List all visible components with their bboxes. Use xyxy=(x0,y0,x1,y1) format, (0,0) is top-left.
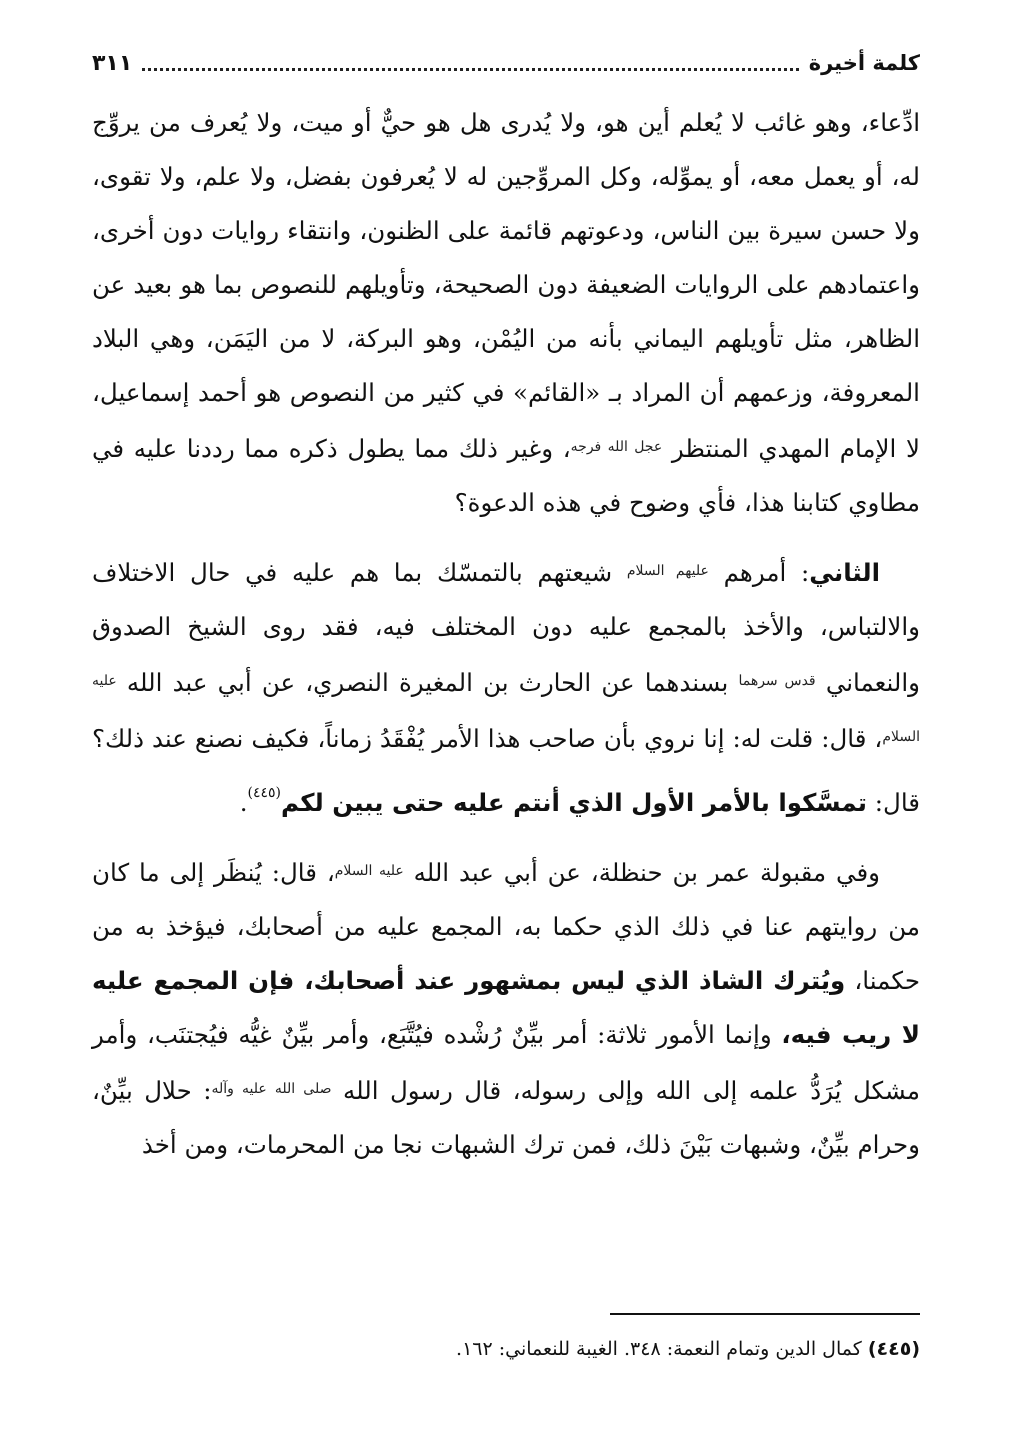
text-line: كثير من النصوص هو أحمد إسماعيل، لا الإمام المهدي المنتظر xyxy=(92,378,920,463)
footnote-number: (٤٤٥) xyxy=(867,1338,920,1360)
chapter-title: كلمة أخيرة xyxy=(808,51,920,75)
paragraph-2 xyxy=(92,544,920,830)
text-run: ، قال: قلت له: إنا نروي بأن صاحب هذا الأمر يُفْقَدُ زماناً، فكيف نصنع عند ذلك؟ قال: xyxy=(92,724,920,817)
page-body xyxy=(92,96,920,1172)
text-line: ادِّعاء، وهو غائب لا يُعلم أين هو، ولا يُدرى هل هو حيٌّ أو ميت، ولا يُعرف xyxy=(189,108,921,137)
text-run: : حلال بيِّنٌ، وحرام بيِّنٌ، وشبهات بَيْنَ ذلك، فمن ترك الشبهات نجا من المحرمات، ومن أخذ xyxy=(92,1076,920,1159)
honorific-mark: صلى الله عليه وآله xyxy=(211,1081,332,1097)
footnote-divider xyxy=(610,1313,920,1315)
running-header xyxy=(92,40,920,86)
footnote xyxy=(92,1334,920,1364)
text-run: وإنما الأمور ثلاثة: أمر بيِّنٌ رُشْده فيُتَّبَع، وأمر بيِّنٌ غيُّه فيُجتنَب، وأمر مشكل يُرَدُّ علمه إلى الله وإلى رسوله، قال رسول الله xyxy=(92,1020,921,1105)
text-run: : أمرهم xyxy=(723,558,810,587)
text-line: وتأويلهم للنصوص بما هو بعيد عن الظاهر، مثل تأويلهم اليماني بأنه من اليُمْن، xyxy=(92,270,920,353)
text-line: ، وغير ذلك xyxy=(458,434,571,463)
lead-word: الثاني xyxy=(809,558,881,587)
honorific-mark: عجل الله فرجه xyxy=(570,439,663,455)
quoted-saying: تمسَّكوا بالأمر الأول الذي أنتم عليه حتى يبين لكم xyxy=(281,788,867,817)
text-run: ، قال: يُنظَر إلى ما كان من روايتهم عنا في ذلك الذي حكما به، المجمع عليه من أصحابك، فيؤخذ به من حكمنا، xyxy=(92,858,920,995)
footnote-reference[interactable]: (٤٤٥) xyxy=(247,785,282,801)
honorific-mark: عليه السلام xyxy=(334,863,404,879)
paragraph-3 xyxy=(92,844,920,1172)
dotted-leader xyxy=(142,56,798,71)
honorific-mark: عليه السلام xyxy=(92,673,920,745)
honorific-mark: عليهم السلام xyxy=(626,563,709,579)
honorific-mark: قدس سرهما xyxy=(738,673,816,689)
text-line: من يروِّج له، أو يعمل معه، أو يموِّله، وكل المروِّجين له لا يُعرفون بفضل، ولا xyxy=(92,108,920,191)
text-run: . xyxy=(239,788,248,817)
page-number: ٣١١ xyxy=(92,50,133,76)
text-run: شيعتهم بالتمسّك بما هم عليه في حال الاختلاف والالتباس، والأخذ بالمجمع عليه دون المختلف فيه، فقد روى الشيخ الصدوق والنعماني xyxy=(92,558,920,697)
text-run: وفي مقبولة عمر بن حنظلة، عن أبي عبد الله xyxy=(413,858,881,887)
footnote-text: كمال الدين وتمام النعمة: ٣٤٨. الغيبة للنعماني: ١٦٢. xyxy=(456,1338,862,1360)
paragraph-1 xyxy=(92,96,920,530)
text-line: وهو البركة، لا من اليَمَن، وهي البلاد المعروفة، وزعمهم أن المراد بـ «القائم» في xyxy=(92,324,920,407)
bold-phrase: ويُترك الشاذ الذي ليس بمشهور عند أصحابك، فإن المجمع عليه لا ريب فيه، xyxy=(92,966,920,1049)
text-line: مما يطول ذكره مما رددنا عليه في مطاوي كتابنا هذا، فأي وضوح في هذه الدعوة؟ xyxy=(92,434,920,517)
text-run: بسندهما عن الحارث بن المغيرة النصري، عن أبي عبد الله xyxy=(126,668,729,697)
text-line: وانتقاء روايات دون أخرى، واعتمادهم على الروايات الضعيفة دون الصحيحة، xyxy=(92,216,921,299)
text-line: علم، ولا تقوى، ولا حسن سيرة بين الناس، ودعوتهم قائمة على الظنون، xyxy=(92,162,920,245)
